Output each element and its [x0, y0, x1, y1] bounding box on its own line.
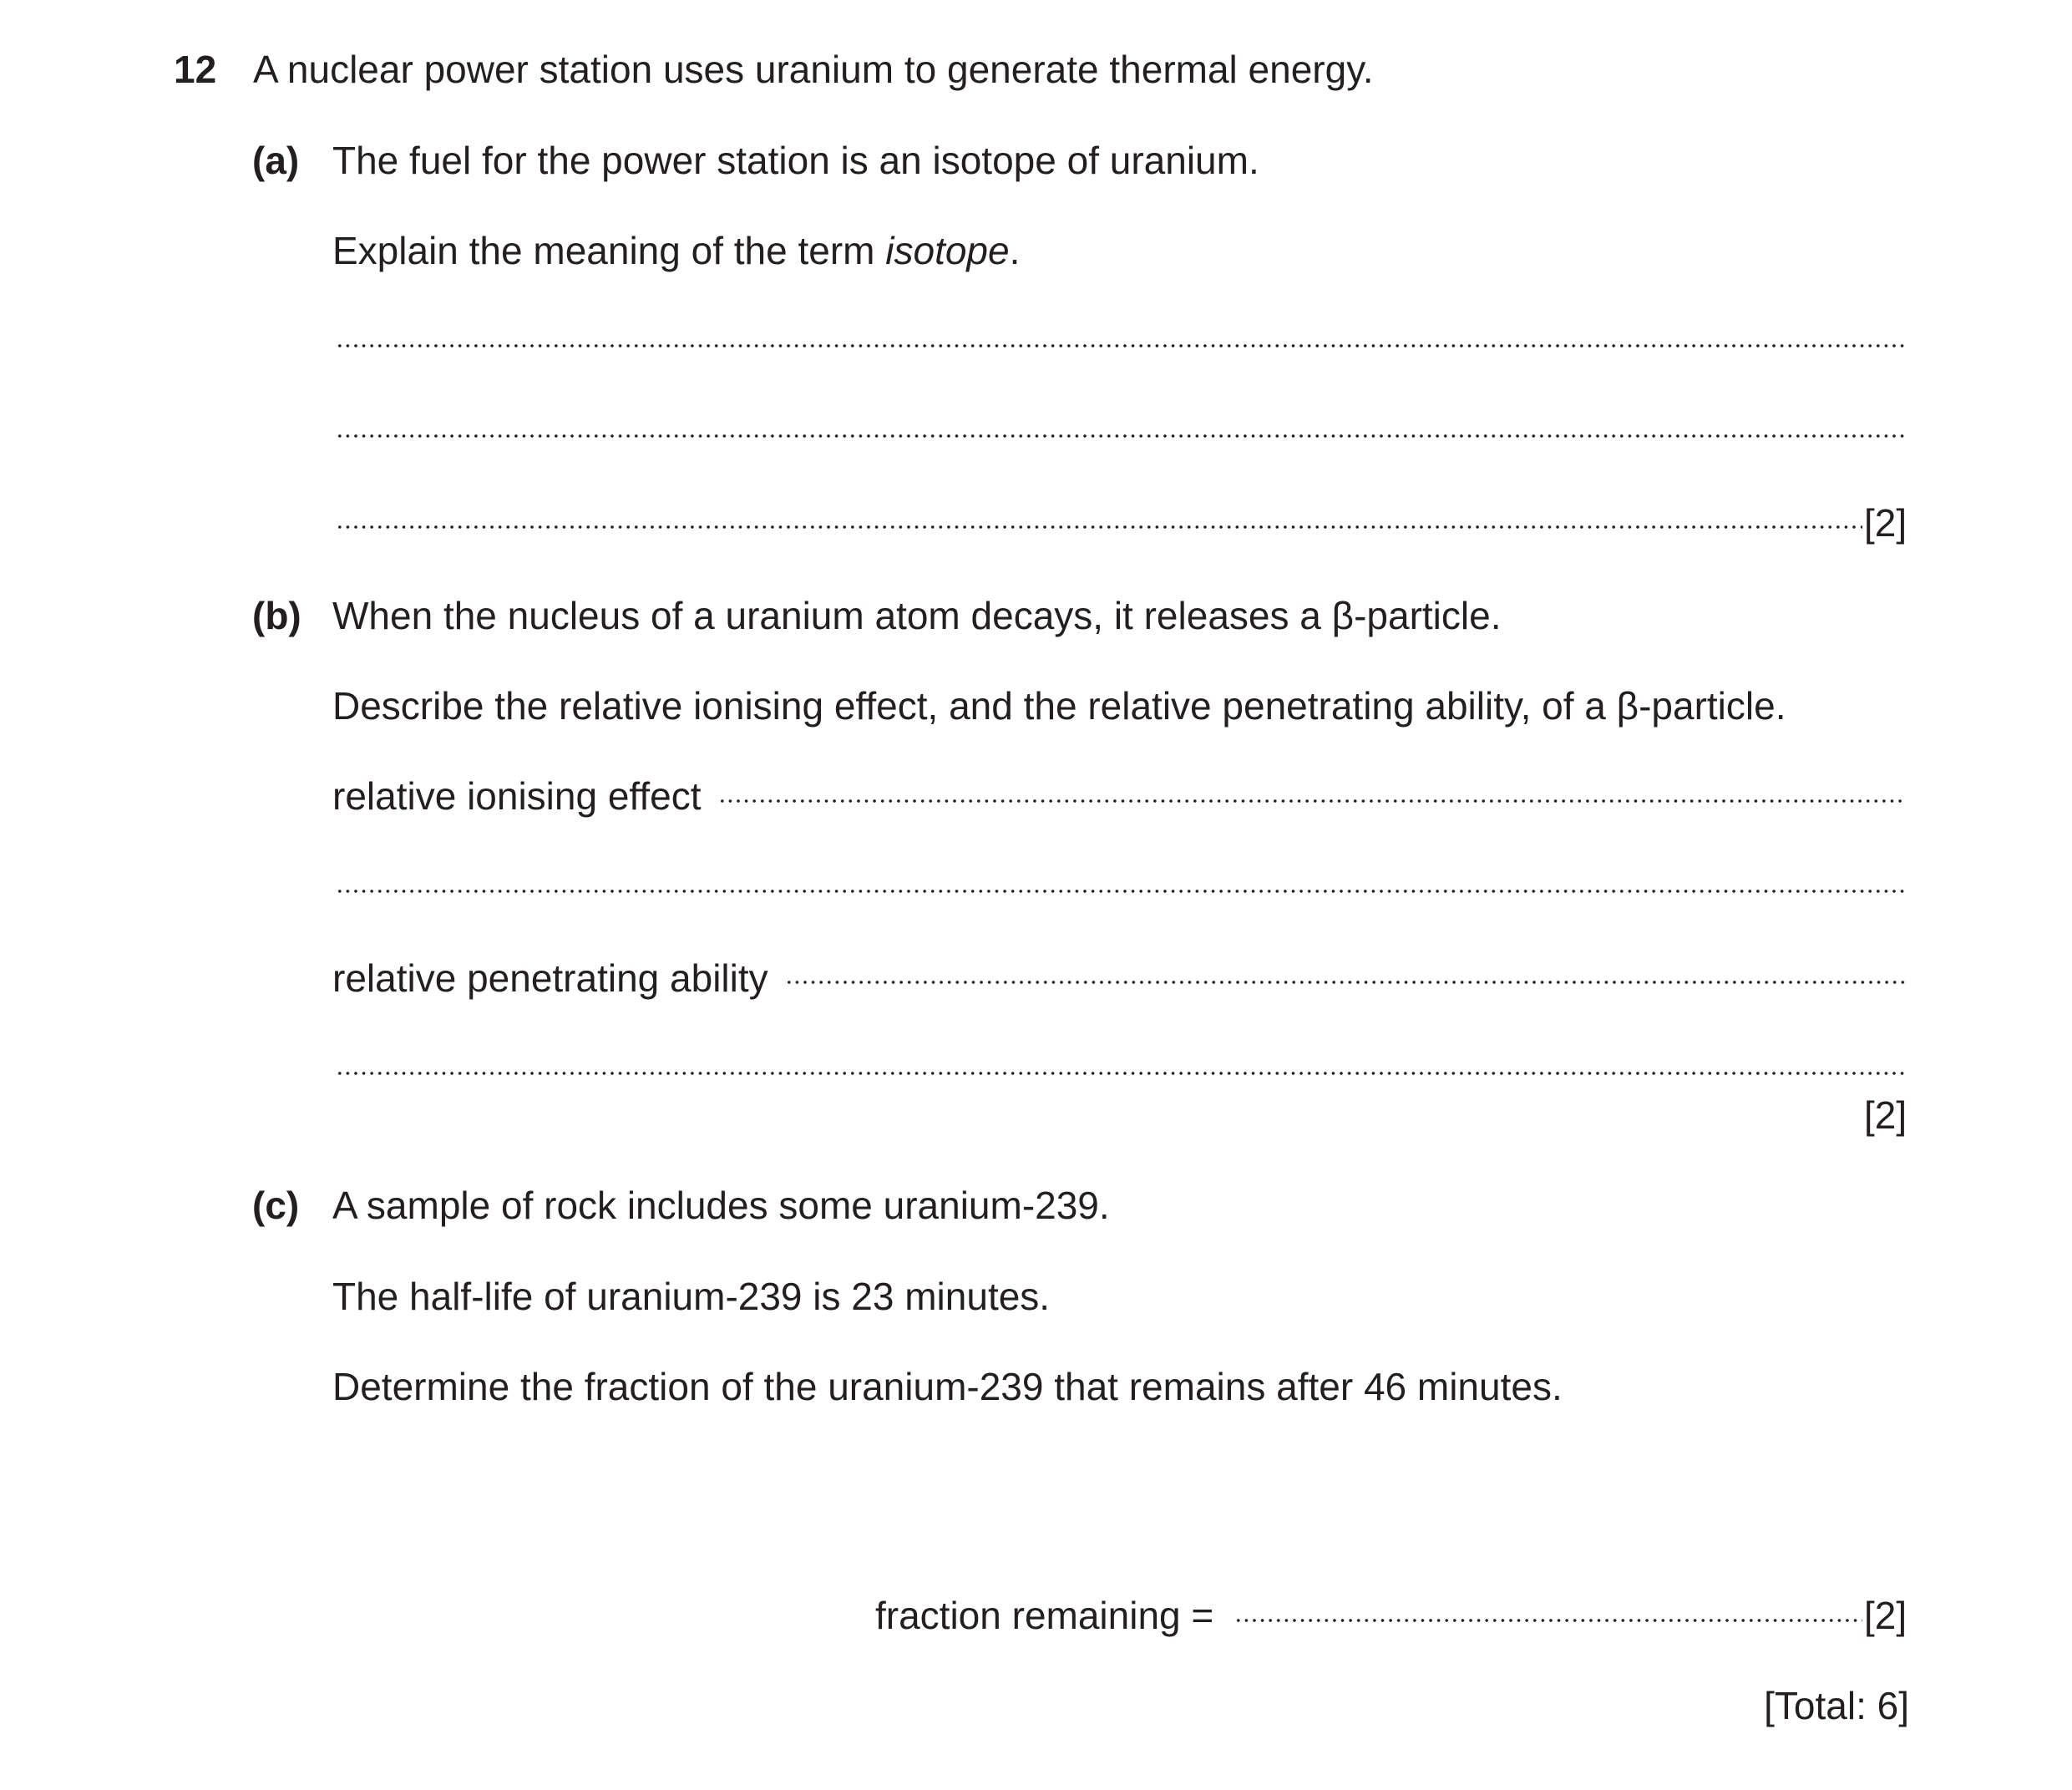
part-c-label: (c)	[252, 1184, 300, 1227]
answer-line-penetrating-2[interactable]	[336, 1070, 1906, 1077]
part-b-intro: When the nucleus of a uranium atom decays, it releases a β-particle.	[332, 594, 1502, 637]
part-a-instruction-suffix: .	[1009, 229, 1021, 272]
part-c-instruction: Determine the fraction of the uranium-239 that remains after 46 minutes.	[332, 1365, 1563, 1408]
answer-line-a2[interactable]	[336, 433, 1906, 439]
fraction-remaining-label: fraction remaining =	[875, 1594, 1214, 1637]
answer-line-a3[interactable]	[336, 524, 1862, 530]
answer-line-a1[interactable]	[336, 342, 1906, 349]
part-c-info: The half-life of uranium-239 is 23 minutes.	[332, 1275, 1051, 1318]
part-c-intro: A sample of rock includes some uranium-239.	[332, 1184, 1110, 1227]
part-a-label: (a)	[252, 139, 300, 182]
part-a-instruction-prefix: Explain the meaning of the term	[332, 229, 886, 272]
answer-line-penetrating-1[interactable]	[785, 979, 1906, 986]
fraction-remaining-answer-line[interactable]	[1234, 1617, 1862, 1624]
part-b-marks: [2]	[1864, 1093, 1907, 1137]
question-stem: A nuclear power station uses uranium to generate thermal energy.	[253, 48, 1374, 91]
answer-line-ionising-1[interactable]	[718, 798, 1906, 804]
part-a-marks: [2]	[1864, 501, 1907, 545]
total-marks: [Total: 6]	[1764, 1684, 1909, 1727]
part-a-instruction	[332, 231, 1020, 270]
question-number: 12	[174, 48, 217, 91]
ionising-effect-label: relative ionising effect	[332, 774, 702, 818]
part-b-label: (b)	[252, 594, 301, 637]
part-c-marks: [2]	[1864, 1594, 1907, 1637]
part-b-instruction: Describe the relative ionising effect, and the relative penetrating ability, of a β-particle.	[332, 684, 1786, 728]
penetrating-ability-label: relative penetrating ability	[332, 956, 768, 1000]
answer-line-ionising-2[interactable]	[336, 888, 1906, 895]
part-a-intro: The fuel for the power station is an isotope of uranium.	[332, 139, 1259, 182]
part-a-term: isotope	[885, 229, 1010, 272]
